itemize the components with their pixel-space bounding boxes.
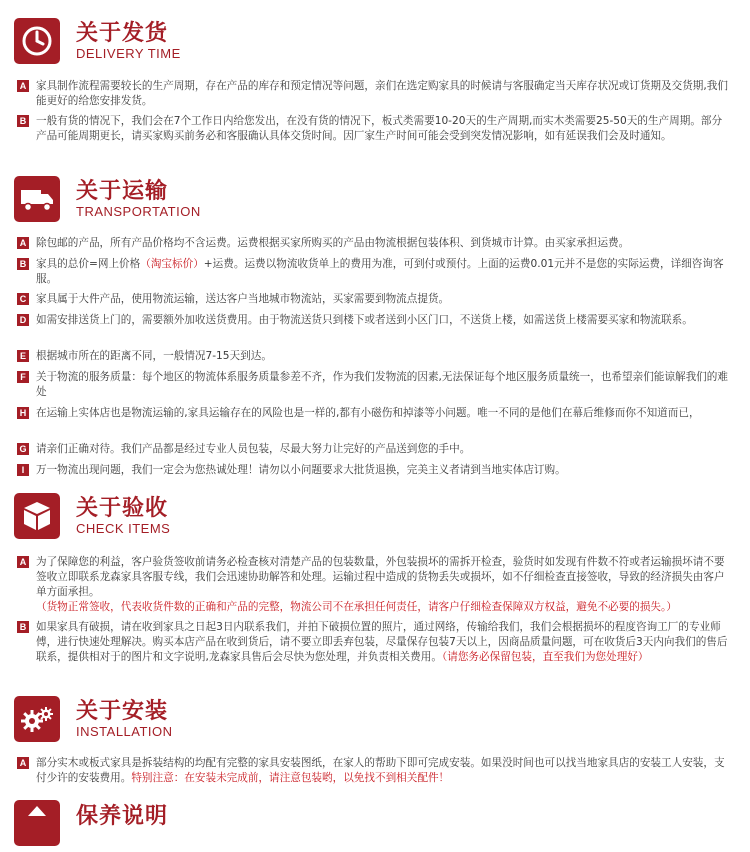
- item-text: 家具的总价=网上价格（淘宝标价）+运费。运费以物流收货单上的费用为准，可到付或预付。上面的运费0.01元并不是您的实际运费，详细咨询客服。: [36, 258, 724, 285]
- item-marker: B: [17, 621, 29, 633]
- section-delivery: [0, 18, 750, 70]
- section-header: [0, 696, 750, 748]
- item-text: 关于物流的服务质量：每个地区的物流体系服务质量参差不齐，作为我们发物流的因素,无法保证每个地区服务质量统一，也希望亲们能谅解我们的难处: [36, 371, 728, 398]
- item-text: 家具属于大件产品，使用物流运输，送达客户当地城市物流站，买家需要到物流点提货。: [36, 293, 450, 305]
- section-title: 关于发货: [76, 21, 169, 46]
- section-title: 保养说明: [76, 804, 169, 829]
- item-marker: E: [17, 350, 29, 362]
- item-marker: A: [17, 237, 29, 249]
- maintenance-icon: [14, 800, 60, 846]
- item-marker: C: [17, 293, 29, 305]
- item-marker: A: [17, 757, 29, 769]
- section-maintenance: [0, 800, 750, 852]
- section-title: 关于运输: [76, 179, 169, 204]
- section-check-items: [0, 493, 750, 545]
- item-marker: B: [17, 115, 29, 127]
- item-text: 万一物流出现问题，我们一定会为您热诚处理！请勿以小问题要求大批货退换，完美主义者请到当地实体店订购。: [36, 464, 566, 476]
- clock-icon: [14, 18, 60, 64]
- item-text: 如需安排送货上门的，需要额外加收送货费用。由于物流送货只到楼下或者送到小区门口，不送货上楼，如需送货上楼需要买家和物流联系。: [36, 314, 693, 326]
- gears-icon: [14, 696, 60, 742]
- section-header: [0, 800, 750, 852]
- item-marker: I: [17, 464, 29, 476]
- section-header: [0, 493, 750, 545]
- item-marker: D: [17, 314, 29, 326]
- section-title: 关于验收: [76, 496, 169, 521]
- item-text: 请亲们正确对待。我们产品都是经过专业人员包装，尽最大努力让完好的产品送到您的手中。: [36, 443, 471, 455]
- item-marker: A: [17, 80, 29, 92]
- section-header: [0, 18, 750, 70]
- item-marker: H: [17, 407, 29, 419]
- box-icon: [14, 493, 60, 539]
- section-header: [0, 176, 750, 228]
- section-transportation: [0, 176, 750, 228]
- section-installation: [0, 696, 750, 748]
- item-marker: F: [17, 371, 29, 383]
- section-subtitle: INSTALLATION: [76, 724, 173, 739]
- section-title: 关于安装: [76, 699, 169, 724]
- section-subtitle: CHECK ITEMS: [76, 521, 171, 536]
- item-text: 如果家具有破损，请在收到家具之日起3日内联系我们，并拍下破损位置的照片，通过网络，传输给我们，我们会根据损坏的程度咨询工厂的专业师傅，进行快速处理解决。购买本店产品在收到货后，请不要立即丢弃包装，尽量保存包装7天以上，因商品质量问题，可在收货后3天内向我们的售后联系，提供相对于的图片和文字说明,龙森家具售后会尽快为您处理，并负责相关费用。（请您务必保留包装，直至我们为您处理好）: [36, 621, 728, 663]
- item-marker: B: [17, 258, 29, 270]
- section-subtitle: DELIVERY TIME: [76, 46, 181, 61]
- item-text: 除包邮的产品，所有产品价格均不含运费。运费根据买家所购买的产品由物流根据包装体积、到货城市计算。由买家承担运费。: [36, 237, 630, 249]
- item-text: 家具制作流程需要较长的生产周期，存在产品的库存和预定情况等问题，亲们在选定购家具的时候请与客服确定当天库存状况或订货期及交货期,我们能更好的给您安排发货。: [36, 80, 728, 107]
- item-marker: A: [17, 556, 29, 568]
- item-text: 根据城市所在的距离不同，一般情况7-15天到达。: [36, 350, 272, 362]
- item-text: 为了保障您的利益，客户验货签收前请务必检查核对清楚产品的包装数量，外包装损坏的需拆开检查，验货时如发现有件数不符或者运输损坏请不要签收立即联系龙森家具客服专线，我们会迅速协助解答和处理。运输过程中造成的货物丢失或损坏，如不仔细检查直接签收，导致的经济损失由客户单方面承担。（货物正常签收，代表收货件数的正确和产品的完整，物流公司不在承担任何责任，请客户仔细检查保障双方权益，避免不必要的损失。）: [36, 556, 725, 613]
- truck-icon: [14, 176, 60, 222]
- item-marker: G: [17, 443, 29, 455]
- item-text: 部分实木或板式家具是拆装结构的均配有完整的家具安装图纸，在家人的帮助下即可完成安装。如果没时间也可以找当地家具店的安装工人安装，支付少许的安装费用。特别注意：在安装未完成前，请注意包装哟，以免找不到相关配件！: [36, 757, 725, 784]
- section-subtitle: TRANSPORTATION: [76, 204, 201, 219]
- item-text: 一般有货的情况下，我们会在7个工作日内给您发出，在没有货的情况下，板式类需要10-20天的生产周期,而实木类需要25-50天的生产周期。部分产品可能周期更长，请买家购买前务必和客服确认具体交货时间。因厂家生产时间可能会受到突发情况影响，如有延误我们会及时通知。: [36, 115, 723, 142]
- item-text: 在运输上实体店也是物流运输的,家具运输存在的风险也是一样的,都有小磁伤和掉漆等小问题。唯一不同的是他们在幕后维修而你不知道而已，: [36, 407, 700, 419]
